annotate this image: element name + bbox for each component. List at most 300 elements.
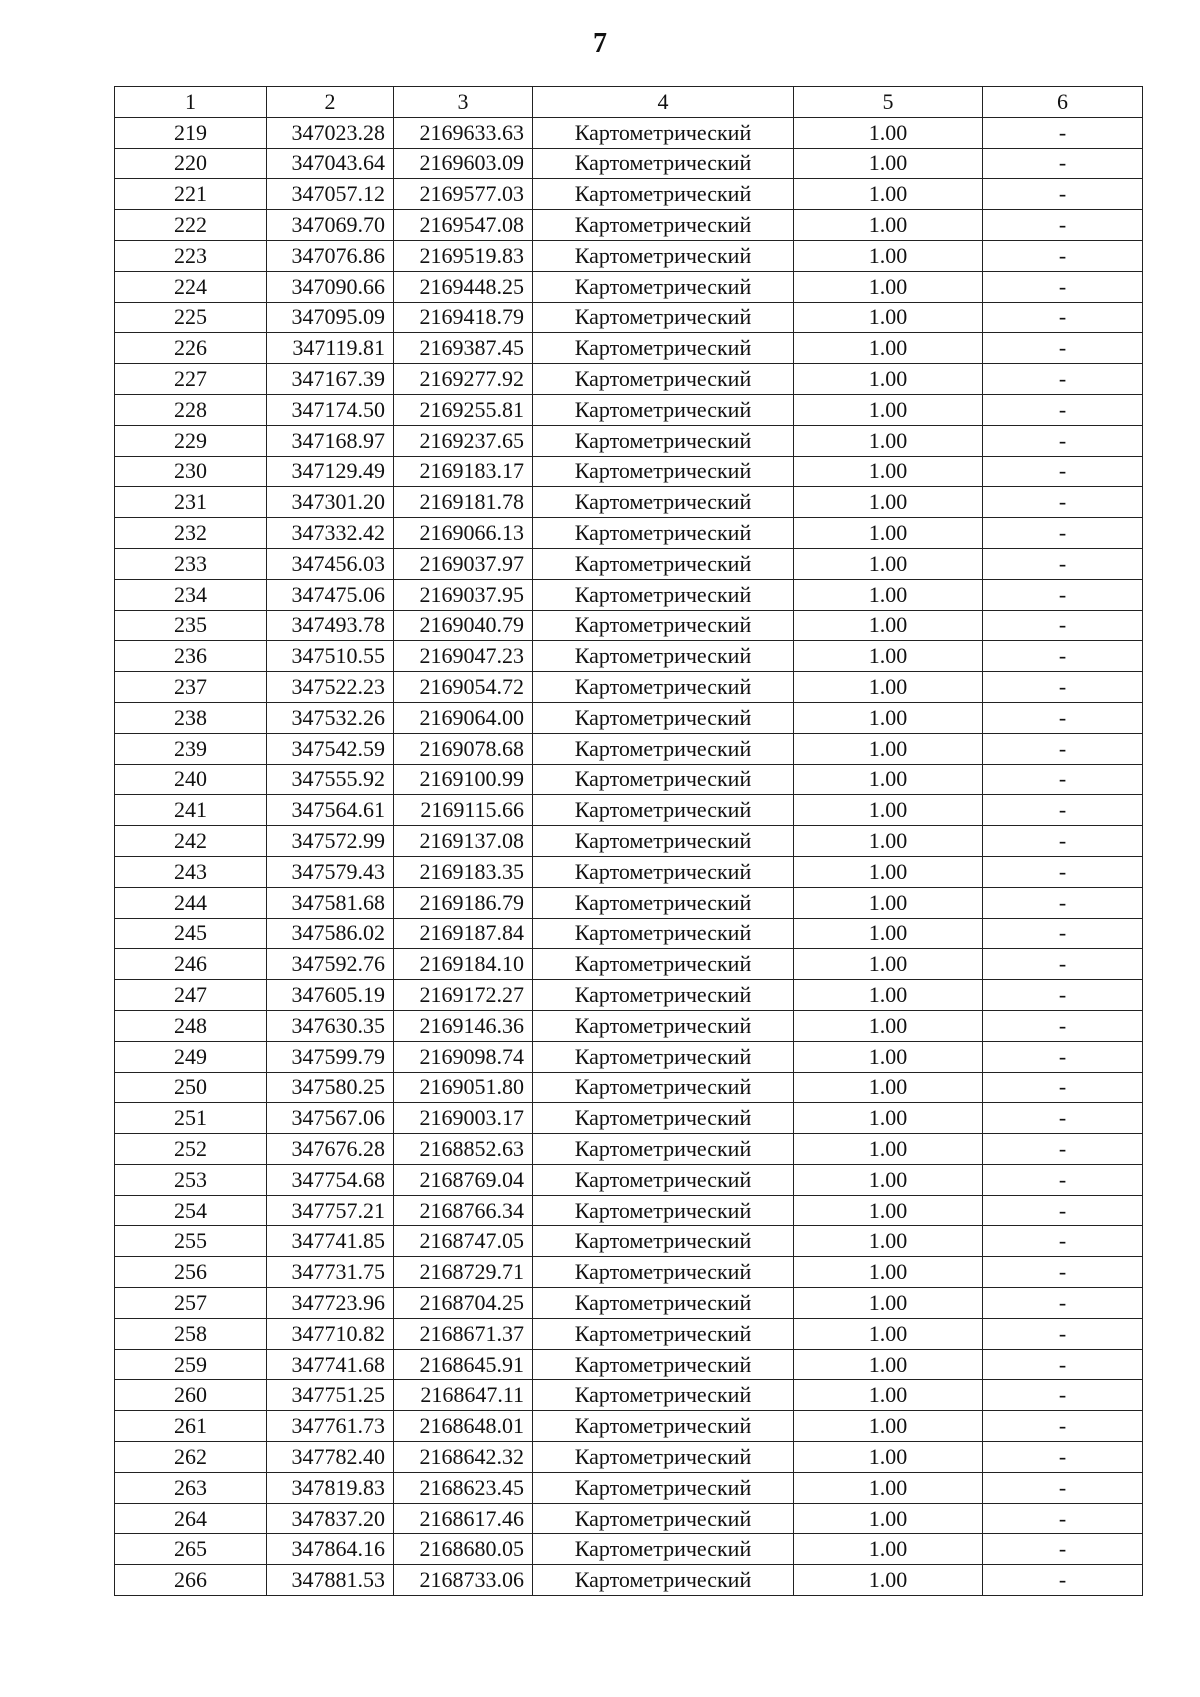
x-coordinate-cell: 347567.06 (267, 1103, 394, 1134)
y-coordinate-cell: 2168648.01 (394, 1411, 533, 1442)
method-cell: Картометрический (533, 610, 794, 641)
precision-cell: 1.00 (794, 548, 983, 579)
point-number-cell: 229 (115, 425, 267, 456)
method-cell: Картометрический (533, 148, 794, 179)
table-row (115, 333, 1143, 364)
precision-cell: 1.00 (794, 918, 983, 949)
precision-cell: 1.00 (794, 1380, 983, 1411)
y-coordinate-cell: 2169037.95 (394, 579, 533, 610)
x-coordinate-cell: 347023.28 (267, 117, 394, 148)
point-number-cell: 246 (115, 949, 267, 980)
y-coordinate-cell: 2169098.74 (394, 1041, 533, 1072)
table-row (115, 1411, 1143, 1442)
table-row (115, 240, 1143, 271)
table-row (115, 980, 1143, 1011)
precision-cell: 1.00 (794, 518, 983, 549)
x-coordinate-cell: 347580.25 (267, 1072, 394, 1103)
method-cell: Картометрический (533, 487, 794, 518)
x-coordinate-cell: 347581.68 (267, 887, 394, 918)
x-coordinate-cell: 347819.83 (267, 1472, 394, 1503)
column-header: 4 (533, 87, 794, 118)
point-number-cell: 222 (115, 210, 267, 241)
point-number-cell: 266 (115, 1565, 267, 1596)
precision-cell: 1.00 (794, 1503, 983, 1534)
note-cell: - (983, 1534, 1143, 1565)
point-number-cell: 237 (115, 672, 267, 703)
y-coordinate-cell: 2168671.37 (394, 1318, 533, 1349)
table-row (115, 579, 1143, 610)
note-cell: - (983, 702, 1143, 733)
x-coordinate-cell: 347754.68 (267, 1164, 394, 1195)
point-number-cell: 228 (115, 394, 267, 425)
y-coordinate-cell: 2169078.68 (394, 733, 533, 764)
x-coordinate-cell: 347532.26 (267, 702, 394, 733)
column-header: 2 (267, 87, 394, 118)
x-coordinate-cell: 347090.66 (267, 271, 394, 302)
page-number: 7 (593, 28, 607, 59)
method-cell: Картометрический (533, 949, 794, 980)
note-cell: - (983, 672, 1143, 703)
y-coordinate-cell: 2169054.72 (394, 672, 533, 703)
note-cell: - (983, 271, 1143, 302)
x-coordinate-cell: 347710.82 (267, 1318, 394, 1349)
table-row (115, 1442, 1143, 1473)
y-coordinate-cell: 2168704.25 (394, 1288, 533, 1319)
point-number-cell: 226 (115, 333, 267, 364)
x-coordinate-cell: 347167.39 (267, 364, 394, 395)
point-number-cell: 244 (115, 887, 267, 918)
precision-cell: 1.00 (794, 856, 983, 887)
x-coordinate-cell: 347782.40 (267, 1442, 394, 1473)
precision-cell: 1.00 (794, 1195, 983, 1226)
precision-cell: 1.00 (794, 1134, 983, 1165)
note-cell: - (983, 117, 1143, 148)
table-row (115, 117, 1143, 148)
x-coordinate-cell: 347605.19 (267, 980, 394, 1011)
method-cell: Картометрический (533, 1318, 794, 1349)
x-coordinate-cell: 347630.35 (267, 1010, 394, 1041)
y-coordinate-cell: 2168617.46 (394, 1503, 533, 1534)
table-row (115, 1288, 1143, 1319)
method-cell: Картометрический (533, 1103, 794, 1134)
x-coordinate-cell: 347168.97 (267, 425, 394, 456)
method-cell: Картометрический (533, 672, 794, 703)
point-number-cell: 256 (115, 1257, 267, 1288)
precision-cell: 1.00 (794, 333, 983, 364)
table-row (115, 1534, 1143, 1565)
point-number-cell: 252 (115, 1134, 267, 1165)
column-header: 3 (394, 87, 533, 118)
precision-cell: 1.00 (794, 610, 983, 641)
precision-cell: 1.00 (794, 1349, 983, 1380)
precision-cell: 1.00 (794, 702, 983, 733)
note-cell: - (983, 364, 1143, 395)
note-cell: - (983, 949, 1143, 980)
table-row (115, 1349, 1143, 1380)
precision-cell: 1.00 (794, 179, 983, 210)
method-cell: Картометрический (533, 1442, 794, 1473)
y-coordinate-cell: 2169186.79 (394, 887, 533, 918)
column-header: 6 (983, 87, 1143, 118)
precision-cell: 1.00 (794, 764, 983, 795)
table-row (115, 179, 1143, 210)
table-row (115, 364, 1143, 395)
x-coordinate-cell: 347599.79 (267, 1041, 394, 1072)
y-coordinate-cell: 2169003.17 (394, 1103, 533, 1134)
y-coordinate-cell: 2169183.35 (394, 856, 533, 887)
point-number-cell: 254 (115, 1195, 267, 1226)
point-number-cell: 263 (115, 1472, 267, 1503)
note-cell: - (983, 579, 1143, 610)
y-coordinate-cell: 2169547.08 (394, 210, 533, 241)
x-coordinate-cell: 347741.68 (267, 1349, 394, 1380)
precision-cell: 1.00 (794, 795, 983, 826)
y-coordinate-cell: 2168852.63 (394, 1134, 533, 1165)
precision-cell: 1.00 (794, 240, 983, 271)
note-cell: - (983, 394, 1143, 425)
point-number-cell: 247 (115, 980, 267, 1011)
table-row (115, 1164, 1143, 1195)
table-row (115, 887, 1143, 918)
x-coordinate-cell: 347522.23 (267, 672, 394, 703)
precision-cell: 1.00 (794, 1534, 983, 1565)
y-coordinate-cell: 2169255.81 (394, 394, 533, 425)
table-row (115, 795, 1143, 826)
x-coordinate-cell: 347837.20 (267, 1503, 394, 1534)
point-number-cell: 241 (115, 795, 267, 826)
x-coordinate-cell: 347592.76 (267, 949, 394, 980)
table-row (115, 733, 1143, 764)
note-cell: - (983, 1134, 1143, 1165)
method-cell: Картометрический (533, 456, 794, 487)
table-row (115, 1565, 1143, 1596)
table-row (115, 1380, 1143, 1411)
table-row (115, 918, 1143, 949)
y-coordinate-cell: 2168766.34 (394, 1195, 533, 1226)
precision-cell: 1.00 (794, 1010, 983, 1041)
note-cell: - (983, 1257, 1143, 1288)
point-number-cell: 239 (115, 733, 267, 764)
table-row (115, 1134, 1143, 1165)
y-coordinate-cell: 2169448.25 (394, 271, 533, 302)
method-cell: Картометрический (533, 1226, 794, 1257)
y-coordinate-cell: 2169237.65 (394, 425, 533, 456)
precision-cell: 1.00 (794, 302, 983, 333)
method-cell: Картометрический (533, 1010, 794, 1041)
precision-cell: 1.00 (794, 949, 983, 980)
y-coordinate-cell: 2169181.78 (394, 487, 533, 518)
x-coordinate-cell: 347174.50 (267, 394, 394, 425)
x-coordinate-cell: 347542.59 (267, 733, 394, 764)
note-cell: - (983, 764, 1143, 795)
y-coordinate-cell: 2169137.08 (394, 826, 533, 857)
table-row (115, 302, 1143, 333)
method-cell: Картометрический (533, 980, 794, 1011)
y-coordinate-cell: 2169184.10 (394, 949, 533, 980)
point-number-cell: 236 (115, 641, 267, 672)
point-number-cell: 261 (115, 1411, 267, 1442)
y-coordinate-cell: 2169519.83 (394, 240, 533, 271)
precision-cell: 1.00 (794, 1288, 983, 1319)
point-number-cell: 219 (115, 117, 267, 148)
precision-cell: 1.00 (794, 364, 983, 395)
method-cell: Картометрический (533, 1164, 794, 1195)
point-number-cell: 231 (115, 487, 267, 518)
table-body (115, 117, 1143, 1595)
method-cell: Картометрический (533, 548, 794, 579)
note-cell: - (983, 1318, 1143, 1349)
note-cell: - (983, 1072, 1143, 1103)
precision-cell: 1.00 (794, 1103, 983, 1134)
y-coordinate-cell: 2169277.92 (394, 364, 533, 395)
point-number-cell: 243 (115, 856, 267, 887)
x-coordinate-cell: 347676.28 (267, 1134, 394, 1165)
x-coordinate-cell: 347731.75 (267, 1257, 394, 1288)
x-coordinate-cell: 347119.81 (267, 333, 394, 364)
point-number-cell: 264 (115, 1503, 267, 1534)
precision-cell: 1.00 (794, 579, 983, 610)
method-cell: Картометрический (533, 1534, 794, 1565)
precision-cell: 1.00 (794, 1472, 983, 1503)
x-coordinate-cell: 347586.02 (267, 918, 394, 949)
x-coordinate-cell: 347076.86 (267, 240, 394, 271)
x-coordinate-cell: 347129.49 (267, 456, 394, 487)
note-cell: - (983, 210, 1143, 241)
x-coordinate-cell: 347757.21 (267, 1195, 394, 1226)
precision-cell: 1.00 (794, 1257, 983, 1288)
note-cell: - (983, 1226, 1143, 1257)
y-coordinate-cell: 2169146.36 (394, 1010, 533, 1041)
table-row (115, 394, 1143, 425)
precision-cell: 1.00 (794, 456, 983, 487)
method-cell: Картометрический (533, 887, 794, 918)
note-cell: - (983, 456, 1143, 487)
x-coordinate-cell: 347069.70 (267, 210, 394, 241)
point-number-cell: 255 (115, 1226, 267, 1257)
point-number-cell: 265 (115, 1534, 267, 1565)
note-cell: - (983, 1010, 1143, 1041)
method-cell: Картометрический (533, 1195, 794, 1226)
method-cell: Картометрический (533, 364, 794, 395)
table-row (115, 856, 1143, 887)
note-cell: - (983, 918, 1143, 949)
table-row (115, 1226, 1143, 1257)
x-coordinate-cell: 347057.12 (267, 179, 394, 210)
precision-cell: 1.00 (794, 1226, 983, 1257)
table-row (115, 271, 1143, 302)
note-cell: - (983, 179, 1143, 210)
method-cell: Картометрический (533, 1041, 794, 1072)
y-coordinate-cell: 2169387.45 (394, 333, 533, 364)
x-coordinate-cell: 347555.92 (267, 764, 394, 795)
precision-cell: 1.00 (794, 271, 983, 302)
precision-cell: 1.00 (794, 1411, 983, 1442)
method-cell: Картометрический (533, 518, 794, 549)
point-number-cell: 223 (115, 240, 267, 271)
note-cell: - (983, 641, 1143, 672)
precision-cell: 1.00 (794, 1072, 983, 1103)
x-coordinate-cell: 347864.16 (267, 1534, 394, 1565)
x-coordinate-cell: 347761.73 (267, 1411, 394, 1442)
y-coordinate-cell: 2168747.05 (394, 1226, 533, 1257)
x-coordinate-cell: 347572.99 (267, 826, 394, 857)
table-row (115, 1503, 1143, 1534)
point-number-cell: 234 (115, 579, 267, 610)
y-coordinate-cell: 2169187.84 (394, 918, 533, 949)
point-number-cell: 232 (115, 518, 267, 549)
precision-cell: 1.00 (794, 672, 983, 703)
y-coordinate-cell: 2168645.91 (394, 1349, 533, 1380)
y-coordinate-cell: 2169066.13 (394, 518, 533, 549)
y-coordinate-cell: 2168769.04 (394, 1164, 533, 1195)
precision-cell: 1.00 (794, 1565, 983, 1596)
point-number-cell: 250 (115, 1072, 267, 1103)
y-coordinate-cell: 2169603.09 (394, 148, 533, 179)
method-cell: Картометрический (533, 271, 794, 302)
note-cell: - (983, 1411, 1143, 1442)
x-coordinate-cell: 347510.55 (267, 641, 394, 672)
method-cell: Картометрический (533, 764, 794, 795)
y-coordinate-cell: 2168729.71 (394, 1257, 533, 1288)
column-header: 5 (794, 87, 983, 118)
point-number-cell: 240 (115, 764, 267, 795)
point-number-cell: 253 (115, 1164, 267, 1195)
table-row (115, 1195, 1143, 1226)
note-cell: - (983, 826, 1143, 857)
point-number-cell: 220 (115, 148, 267, 179)
method-cell: Картометрический (533, 641, 794, 672)
precision-cell: 1.00 (794, 148, 983, 179)
x-coordinate-cell: 347751.25 (267, 1380, 394, 1411)
point-number-cell: 227 (115, 364, 267, 395)
table-row (115, 1072, 1143, 1103)
note-cell: - (983, 1103, 1143, 1134)
coordinates-table (114, 86, 1143, 1596)
table-row (115, 1472, 1143, 1503)
x-coordinate-cell: 347301.20 (267, 487, 394, 518)
y-coordinate-cell: 2169183.17 (394, 456, 533, 487)
precision-cell: 1.00 (794, 1041, 983, 1072)
y-coordinate-cell: 2169064.00 (394, 702, 533, 733)
y-coordinate-cell: 2169172.27 (394, 980, 533, 1011)
point-number-cell: 245 (115, 918, 267, 949)
precision-cell: 1.00 (794, 117, 983, 148)
note-cell: - (983, 548, 1143, 579)
note-cell: - (983, 1164, 1143, 1195)
y-coordinate-cell: 2169633.63 (394, 117, 533, 148)
precision-cell: 1.00 (794, 826, 983, 857)
note-cell: - (983, 425, 1143, 456)
note-cell: - (983, 333, 1143, 364)
method-cell: Картометрический (533, 1565, 794, 1596)
table-header-row (115, 87, 1143, 118)
table-row (115, 487, 1143, 518)
method-cell: Картометрический (533, 1411, 794, 1442)
y-coordinate-cell: 2168647.11 (394, 1380, 533, 1411)
point-number-cell: 233 (115, 548, 267, 579)
x-coordinate-cell: 347456.03 (267, 548, 394, 579)
method-cell: Картометрический (533, 394, 794, 425)
note-cell: - (983, 610, 1143, 641)
note-cell: - (983, 1349, 1143, 1380)
table-row (115, 610, 1143, 641)
point-number-cell: 242 (115, 826, 267, 857)
table-row (115, 702, 1143, 733)
point-number-cell: 257 (115, 1288, 267, 1319)
method-cell: Картометрический (533, 1134, 794, 1165)
method-cell: Картометрический (533, 856, 794, 887)
precision-cell: 1.00 (794, 487, 983, 518)
note-cell: - (983, 1288, 1143, 1319)
method-cell: Картометрический (533, 1380, 794, 1411)
method-cell: Картометрический (533, 918, 794, 949)
method-cell: Картометрический (533, 826, 794, 857)
table-row (115, 672, 1143, 703)
method-cell: Картометрический (533, 1472, 794, 1503)
note-cell: - (983, 240, 1143, 271)
point-number-cell: 221 (115, 179, 267, 210)
precision-cell: 1.00 (794, 641, 983, 672)
point-number-cell: 248 (115, 1010, 267, 1041)
x-coordinate-cell: 347095.09 (267, 302, 394, 333)
table-row (115, 764, 1143, 795)
table-row (115, 518, 1143, 549)
y-coordinate-cell: 2168642.32 (394, 1442, 533, 1473)
table-row (115, 826, 1143, 857)
precision-cell: 1.00 (794, 425, 983, 456)
table-row (115, 1041, 1143, 1072)
note-cell: - (983, 1380, 1143, 1411)
y-coordinate-cell: 2169037.97 (394, 548, 533, 579)
table-row (115, 1257, 1143, 1288)
note-cell: - (983, 1442, 1143, 1473)
table-row (115, 641, 1143, 672)
point-number-cell: 260 (115, 1380, 267, 1411)
column-header: 1 (115, 87, 267, 118)
point-number-cell: 259 (115, 1349, 267, 1380)
y-coordinate-cell: 2169577.03 (394, 179, 533, 210)
table-row (115, 1318, 1143, 1349)
method-cell: Картометрический (533, 702, 794, 733)
method-cell: Картометрический (533, 733, 794, 764)
table-row (115, 425, 1143, 456)
method-cell: Картометрический (533, 240, 794, 271)
y-coordinate-cell: 2169051.80 (394, 1072, 533, 1103)
x-coordinate-cell: 347723.96 (267, 1288, 394, 1319)
method-cell: Картометрический (533, 1349, 794, 1380)
table-row (115, 548, 1143, 579)
note-cell: - (983, 980, 1143, 1011)
method-cell: Картометрический (533, 302, 794, 333)
note-cell: - (983, 302, 1143, 333)
note-cell: - (983, 1565, 1143, 1596)
note-cell: - (983, 487, 1143, 518)
precision-cell: 1.00 (794, 394, 983, 425)
y-coordinate-cell: 2169100.99 (394, 764, 533, 795)
point-number-cell: 249 (115, 1041, 267, 1072)
precision-cell: 1.00 (794, 210, 983, 241)
x-coordinate-cell: 347493.78 (267, 610, 394, 641)
precision-cell: 1.00 (794, 980, 983, 1011)
method-cell: Картометрический (533, 210, 794, 241)
table-row (115, 148, 1143, 179)
precision-cell: 1.00 (794, 733, 983, 764)
method-cell: Картометрический (533, 425, 794, 456)
note-cell: - (983, 1503, 1143, 1534)
point-number-cell: 224 (115, 271, 267, 302)
precision-cell: 1.00 (794, 1442, 983, 1473)
y-coordinate-cell: 2169115.66 (394, 795, 533, 826)
